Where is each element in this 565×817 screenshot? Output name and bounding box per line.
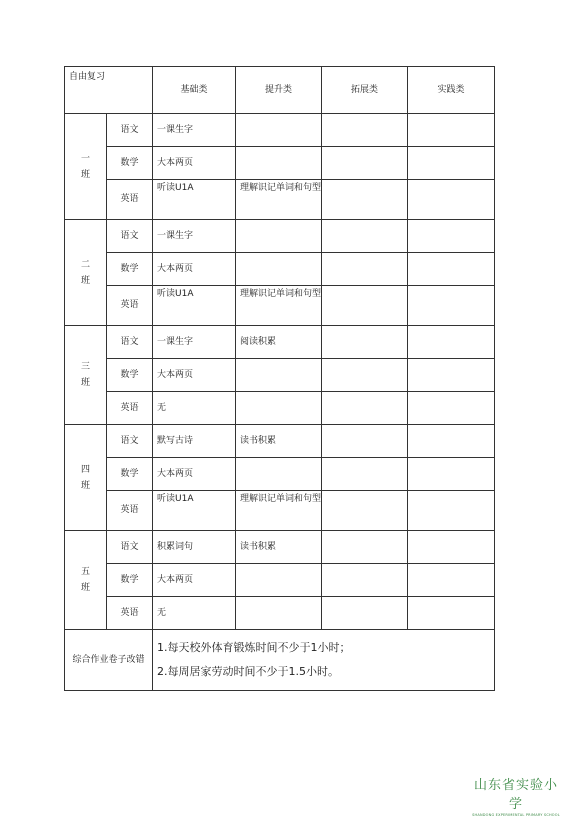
- column-header-extended: 拓展类: [322, 67, 408, 114]
- cell-practice: [408, 114, 495, 147]
- summary-line: 1.每天校外体育锻炼时间不少于1小时；: [157, 641, 351, 654]
- subject-cell: 英语: [107, 597, 153, 630]
- class-name-cell: [65, 220, 107, 326]
- cell-advanced: [236, 220, 322, 253]
- cell-practice: [408, 597, 495, 630]
- subject-cell: 英语: [107, 491, 153, 531]
- cell-extended: [322, 180, 408, 220]
- cell-advanced: 理解识记单词和句型: [236, 286, 322, 326]
- summary-row: [65, 630, 495, 691]
- cell-basic: 一课生字: [153, 220, 236, 253]
- cell-practice: [408, 491, 495, 531]
- cell-extended: [322, 425, 408, 458]
- table-row: [65, 564, 495, 597]
- subject-cell: 语文: [107, 425, 153, 458]
- table-row: [65, 114, 495, 147]
- table-row: [65, 359, 495, 392]
- class-name-char: 班: [80, 275, 90, 286]
- subject-cell: 数学: [107, 147, 153, 180]
- cell-extended: [322, 458, 408, 491]
- school-logo: [468, 774, 564, 817]
- cell-practice: [408, 286, 495, 326]
- subject-cell: 语文: [107, 114, 153, 147]
- cell-basic: 大本两页: [153, 564, 236, 597]
- class-name-char: 班: [80, 169, 90, 180]
- cell-basic: 听读U1A: [153, 491, 236, 531]
- cell-advanced: [236, 253, 322, 286]
- cell-basic: 大本两页: [153, 359, 236, 392]
- homework-table: [64, 66, 495, 691]
- class-name-char: 四: [80, 464, 90, 475]
- corner-label: 自由复习: [65, 67, 153, 114]
- cell-advanced: [236, 458, 322, 491]
- table-row: [65, 392, 495, 425]
- cell-practice: [408, 147, 495, 180]
- subject-cell: 英语: [107, 392, 153, 425]
- cell-practice: [408, 359, 495, 392]
- class-name-cell: [65, 425, 107, 531]
- cell-basic: 大本两页: [153, 253, 236, 286]
- cell-practice: [408, 531, 495, 564]
- cell-extended: [322, 392, 408, 425]
- cell-advanced: [236, 114, 322, 147]
- cell-extended: [322, 564, 408, 597]
- cell-basic: 一课生字: [153, 326, 236, 359]
- column-header-advanced: 提升类: [236, 67, 322, 114]
- cell-basic: 听读U1A: [153, 286, 236, 326]
- table-row: [65, 180, 495, 220]
- class-name-cell: [65, 326, 107, 425]
- class-name-char: 班: [80, 583, 90, 593]
- table-row: [65, 597, 495, 630]
- cell-extended: [322, 147, 408, 180]
- table-row: [65, 326, 495, 359]
- class-name-char: 二: [80, 259, 90, 270]
- cell-basic: 默写古诗: [153, 425, 236, 458]
- cell-basic: 无: [153, 597, 236, 630]
- cell-advanced: 读书积累: [236, 425, 322, 458]
- cell-advanced: [236, 359, 322, 392]
- cell-practice: [408, 253, 495, 286]
- subject-cell: 语文: [107, 531, 153, 564]
- cell-basic: 大本两页: [153, 458, 236, 491]
- cell-advanced: 理解识记单词和句型: [236, 180, 322, 220]
- cell-advanced: [236, 564, 322, 597]
- table-row: [65, 491, 495, 531]
- table-row: [65, 253, 495, 286]
- cell-basic: 一课生字: [153, 114, 236, 147]
- class-name-char: 班: [80, 480, 90, 491]
- cell-extended: [322, 491, 408, 531]
- cell-practice: [408, 180, 495, 220]
- subject-cell: 数学: [107, 253, 153, 286]
- cell-practice: [408, 564, 495, 597]
- cell-extended: [322, 597, 408, 630]
- cell-practice: [408, 425, 495, 458]
- table-row: [65, 425, 495, 458]
- column-header-basic: 基础类: [153, 67, 236, 114]
- cell-practice: [408, 458, 495, 491]
- cell-advanced: 阅读积累: [236, 326, 322, 359]
- cell-practice: [408, 220, 495, 253]
- summary-label: 综合作业卷子改错: [65, 630, 153, 691]
- subject-cell: 语文: [107, 220, 153, 253]
- cell-advanced: [236, 147, 322, 180]
- class-name-char: 一: [80, 153, 90, 164]
- subject-cell: 英语: [107, 180, 153, 220]
- table-row: [65, 220, 495, 253]
- cell-advanced: [236, 597, 322, 630]
- cell-extended: [322, 359, 408, 392]
- column-header-practice: 实践类: [408, 67, 495, 114]
- cell-advanced: 读书积累: [236, 531, 322, 564]
- cell-extended: [322, 114, 408, 147]
- cell-extended: [322, 253, 408, 286]
- cell-advanced: [236, 392, 322, 425]
- summary-content: [153, 630, 495, 691]
- subject-cell: 语文: [107, 326, 153, 359]
- school-logo-english: SHANDONG EXPERIMENTAL PRIMARY SCHOOL: [472, 813, 560, 817]
- school-logo-chinese: 山东省实验小学: [473, 778, 558, 812]
- class-name-cell: [65, 531, 107, 630]
- cell-basic: 大本两页: [153, 147, 236, 180]
- cell-extended: [322, 326, 408, 359]
- subject-cell: 数学: [107, 564, 153, 597]
- cell-extended: [322, 220, 408, 253]
- class-name-char: 五: [80, 567, 90, 577]
- class-name-char: 三: [80, 362, 90, 372]
- class-name-cell: [65, 114, 107, 220]
- cell-basic: 积累词句: [153, 531, 236, 564]
- subject-cell: 数学: [107, 359, 153, 392]
- table-row: [65, 286, 495, 326]
- subject-cell: 数学: [107, 458, 153, 491]
- table-row: [65, 458, 495, 491]
- cell-basic: 听读U1A: [153, 180, 236, 220]
- summary-line: 2.每周居家劳动时间不少于1.5小时。: [157, 665, 340, 678]
- cell-basic: 无: [153, 392, 236, 425]
- subject-cell: 英语: [107, 286, 153, 326]
- cell-practice: [408, 326, 495, 359]
- cell-extended: [322, 286, 408, 326]
- header-row: [65, 67, 495, 114]
- table-row: [65, 147, 495, 180]
- cell-extended: [322, 531, 408, 564]
- cell-practice: [408, 392, 495, 425]
- table-row: [65, 531, 495, 564]
- cell-advanced: 理解识记单词和句型: [236, 491, 322, 531]
- class-name-char: 班: [80, 378, 90, 388]
